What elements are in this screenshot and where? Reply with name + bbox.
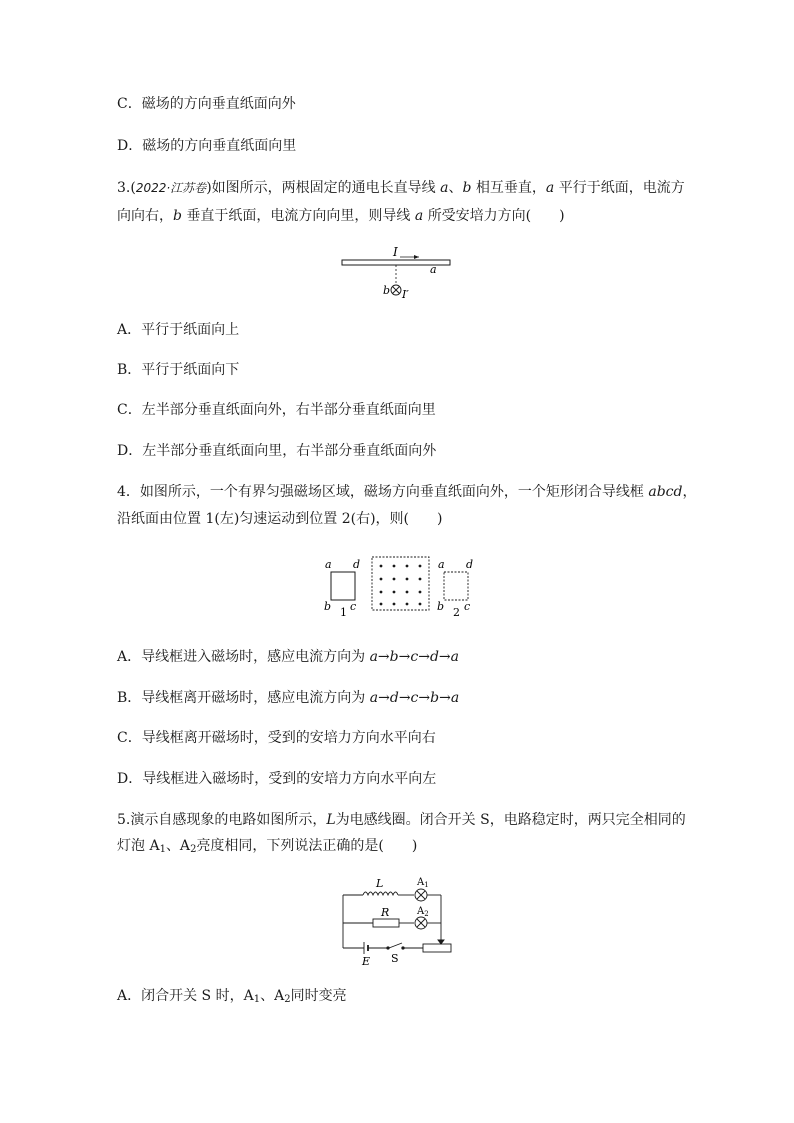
q2-option-d: D．磁场的方向垂直纸面向里 bbox=[117, 138, 297, 154]
field-out-of-page-dots bbox=[380, 565, 422, 606]
label-current-I: I bbox=[393, 245, 398, 259]
label-wire-b: b bbox=[383, 284, 391, 297]
q3-option-c: C．左半部分垂直纸面向外，右半部分垂直纸面向里 bbox=[117, 402, 436, 418]
loop1-label-b: b bbox=[324, 600, 332, 613]
q2-option-c: C．磁场的方向垂直纸面向外 bbox=[117, 96, 296, 112]
rheostat bbox=[423, 944, 451, 952]
q5-option-a: A．闭合开关 S 时，$A_1$、$A_2$同时变亮 bbox=[117, 988, 347, 1005]
label-S: S bbox=[391, 952, 399, 965]
q5-circuit-figure bbox=[335, 872, 460, 968]
q3-option-b: B．平行于纸面向下 bbox=[117, 362, 240, 378]
label-E: E bbox=[362, 955, 371, 968]
label-current-Iprime: I′ bbox=[402, 288, 409, 301]
inductor-coil bbox=[363, 892, 398, 895]
current-arrowhead bbox=[414, 255, 419, 259]
q3-stem-line2: 向向右，b 垂直于纸面，电流方向向里，则导线 a 所受安培力方向( ) bbox=[117, 208, 565, 224]
label-wire-a: a bbox=[430, 263, 437, 276]
q4-option-c: C．导线框离开磁场时，受到的安培力方向水平向右 bbox=[117, 730, 436, 746]
loop-position-2 bbox=[444, 572, 468, 600]
q5-stem-line2: 灯泡 $A_1$、$A_2$亮度相同，下列说法正确的是( ) bbox=[117, 838, 418, 855]
switch-S bbox=[389, 943, 402, 948]
q4-stem-line1: 4．如图所示，一个有界匀强磁场区域，磁场方向垂直纸面向外，一个矩形闭合导线框 abcd， bbox=[117, 484, 697, 500]
position-2-label: 2 bbox=[453, 606, 460, 619]
label-L: L bbox=[376, 877, 384, 890]
q3-figure bbox=[335, 240, 460, 306]
q3-stem-line1: 3.(2022·江苏卷)如图所示，两根固定的通电长直导线 a、b 相互垂直，a 平行于纸面，电流方 bbox=[117, 180, 685, 196]
q5-stem-line1: 5.演示自感现象的电路如图所示，L为电感线圈。闭合开关 S，电路稳定时，两只完全相同的 bbox=[117, 812, 686, 828]
loop-position-1 bbox=[331, 572, 355, 600]
label-A1: $A_1$ bbox=[417, 877, 429, 889]
loop1-label-c: c bbox=[350, 600, 357, 613]
label-A2: $A_2$ bbox=[417, 906, 429, 918]
q3-option-d: D．左半部分垂直纸面向里，右半部分垂直纸面向外 bbox=[117, 443, 437, 459]
q4-option-b: B．导线框离开磁场时，感应电流方向为 a→d→c→b→a bbox=[117, 690, 460, 706]
q3-source: 2022·江苏卷 bbox=[135, 181, 207, 195]
loop2-label-a: a bbox=[438, 558, 445, 571]
label-R: R bbox=[381, 906, 390, 919]
loop2-label-c: c bbox=[464, 600, 471, 613]
loop1-label-a: a bbox=[325, 558, 332, 571]
rheostat-slider-icon bbox=[438, 940, 444, 944]
position-1-label: 1 bbox=[340, 606, 347, 619]
q4-option-a: A．导线框进入磁场时，感应电流方向为 a→b→c→d→a bbox=[117, 649, 459, 665]
q4-figure bbox=[320, 552, 480, 622]
q3-option-a: A．平行于纸面向上 bbox=[117, 322, 240, 338]
loop2-label-b: b bbox=[437, 600, 445, 613]
resistor-R bbox=[373, 919, 399, 927]
loop1-label-d: d bbox=[353, 558, 361, 571]
q4-stem-line2: 沿纸面由位置 1(左)匀速运动到位置 2(右)，则( ) bbox=[117, 511, 443, 527]
q4-option-d: D．导线框进入磁场时，受到的安培力方向水平向左 bbox=[117, 771, 437, 787]
loop2-label-d: d bbox=[466, 558, 474, 571]
